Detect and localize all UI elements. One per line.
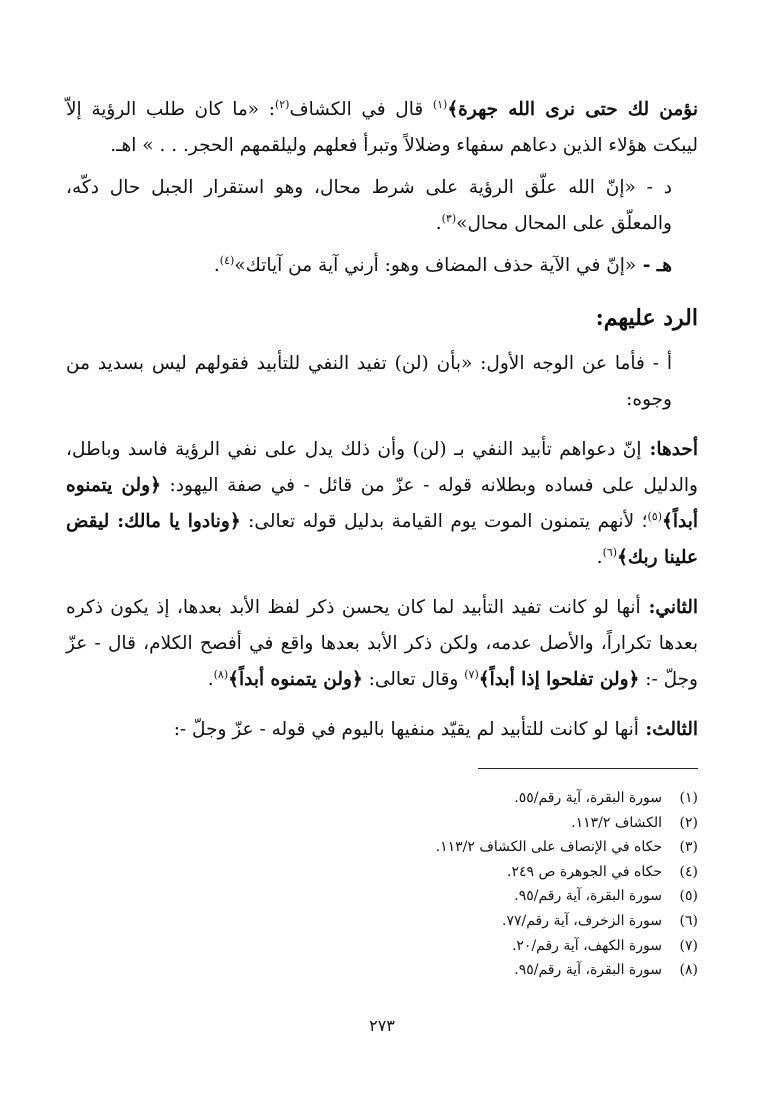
footnote-number: (٢): [679, 814, 698, 831]
item-label: أحدها:: [641, 439, 698, 460]
paragraph-6: الثاني: أنها لو كانت تفيد التأبيد لما كان يحسن ذكر لفظ الأبد بعدها، إذ يكون ذكره بعدها تكراراً، والأصل عدمه، ولكن ذكر الأبد بعدها واقع في أفصح الكلام، قال - عزّ وجلّ -: ﴿ولن تفلحوا إذا أبداً﴾$^{(٧)}$ وقال تعالى: ﴿ولن يتمنوه أبداً﴾$^{(٨)}$.: [66, 597, 698, 690]
paragraph-2: د - «إنّ الله علّق الرؤية على شرط محال، وهو استقرار الجبل حال دكّه، والمعلّق على المحال محال»$^{(٣)}$.: [66, 177, 672, 234]
paragraph-1: [66, 92, 698, 164]
footnote-text: سورة البقرة، آية رقم/٩٥.: [514, 962, 662, 979]
footnote-ref: (٥): [647, 509, 663, 523]
quran-quote: ﴿ولن يتمنوه أبداً﴾: [66, 475, 698, 532]
paragraph-4: [66, 346, 698, 418]
paragraph-text: د - «إنّ الله علّق الرؤية على شرط محال، وهو استقرار الجبل حال دكّه، والمعلّق على المحال محال»: [66, 177, 672, 234]
footnote-item: [138, 934, 698, 959]
footnote-divider: [478, 768, 698, 769]
footnote-text: سورة البقرة، آية رقم/٥٥.: [514, 790, 662, 806]
footnote-text: حكاه في الجوهرة ص ٢٤٩.: [507, 863, 662, 880]
quran-quote: ﴿ولن تفلحوا إذا أبداً﴾: [478, 669, 640, 690]
item-label: الثاني:: [640, 597, 698, 618]
paragraph-text: «إنّ في الآية حذف المضاف وهو: أرني آية من آياتك»: [234, 255, 637, 276]
paragraph-7: [66, 712, 698, 748]
paragraph-text: : «ما كان طلب الرؤية إلاّ ليبكت هؤلاء الذين دعاهم سفهاء وضلالاً وتبرأ فعلهم وليلقمهم الحجر. . . » اهـ.: [66, 99, 698, 156]
footnote-text: حكاه في الإنصاف على الكشاف ١١٣/٢.: [435, 839, 662, 856]
footnote-item: [138, 786, 698, 811]
footnote-number: (٥): [679, 888, 698, 905]
paragraph-text: إنّ دعواهم تأبيد النفي بـ (لن) وأن ذلك يدل على نفي الرؤية فاسد وباطل، والدليل على فساده وبطلانه قوله - عزّ من قائل - في صفة اليهود:: [66, 439, 698, 496]
footnote-text: سورة الكهف، آية رقم/٢٠.: [511, 937, 662, 954]
item-label: الثالث:: [638, 719, 698, 740]
footnote-item: [138, 884, 698, 909]
footnote-item: [138, 811, 698, 836]
footnote-item: [138, 860, 698, 885]
paragraph-text: قال في الكشاف: [289, 99, 433, 120]
footnote-item: [138, 958, 698, 983]
paragraph-5: أحدها: إنّ دعواهم تأبيد النفي بـ (لن) وأن ذلك يدل على نفي الرؤية فاسد وباطل، والدليل على فساده وبطلانه قوله - عزّ من قائل - في صفة اليهود: ﴿ولن يتمنوه أبداً﴾$^{(٥)}$؛ لأنهم يتمنون الموت يوم القيامة بدليل قوله تعالى: ﴿ونادوا يا مالك: ليقض علينا ربك﴾$^{(٦)}$.: [66, 439, 698, 568]
paragraph-3: هـ - «إنّ في الآية حذف المضاف وهو: أرني آية من آياتك»$^{(٤)}$.: [213, 253, 672, 276]
footnote-ref: (٢): [274, 97, 290, 111]
footnote-number: (٧): [679, 937, 698, 954]
footnote-number: (٦): [679, 912, 698, 929]
footnote-number: (٨): [679, 962, 698, 979]
footnote-ref: (٧): [464, 667, 479, 681]
paragraph-text: أنها لو كانت للتأبيد لم يقيّد منفيها باليوم في قوله - عزّ وجلّ -:: [173, 719, 639, 740]
paragraph-text: وقال تعالى:: [362, 669, 465, 690]
quran-quote: ﴿ولن يتمنوه أبداً﴾: [228, 669, 363, 690]
quran-quote: نؤمن لك حتى نرى الله جهرة﴾: [447, 99, 698, 120]
paragraph-text: أ - فأما عن الوجه الأول: «بأن (لن) تفيد النفي للتأبيد فقولهم ليس بسديد من وجوه:: [66, 353, 672, 410]
footnote-ref: (٣): [441, 211, 457, 225]
paragraph-text: ؛ لأنهم يتمنون الموت يوم القيامة بدليل قوله تعالى:: [240, 511, 648, 532]
footnote-number: (٣): [679, 839, 698, 856]
footnote-text: سورة البقرة، آية رقم/٩٥.: [514, 888, 662, 905]
item-label: هـ -: [636, 255, 672, 276]
page-number: ٢٧٣: [369, 1016, 395, 1035]
paragraph-text: أنها لو كانت تفيد التأبيد لما كان يحسن ذكر لفظ الأبد بعدها، إذ يكون ذكره بعدها تكراراً، والأصل عدمه، ولكن ذكر الأبد بعدها واقع في أفصح الكلام، قال - عزّ وجلّ -:: [66, 597, 698, 690]
section-heading: الرد عليهم:: [595, 305, 698, 331]
footnote-item: [138, 835, 698, 860]
footnote-ref: (٦): [602, 545, 618, 559]
footnotes: [138, 786, 698, 983]
footnote-text: الكشاف ١١٣/٢.: [571, 814, 662, 831]
footnote-ref: (١): [432, 97, 448, 111]
footnote-ref: (٤): [219, 253, 235, 267]
footnote-item: [138, 909, 698, 934]
footnote-ref: (٨): [213, 667, 229, 681]
footnote-number: (١): [679, 790, 698, 806]
footnote-text: سورة الزخرف، آية رقم/٧٧.: [502, 912, 662, 929]
quran-quote: ﴿ونادوا يا مالك: ليقض علينا ربك﴾: [66, 511, 698, 568]
footnote-number: (٤): [679, 863, 698, 880]
main-text: [66, 92, 698, 748]
